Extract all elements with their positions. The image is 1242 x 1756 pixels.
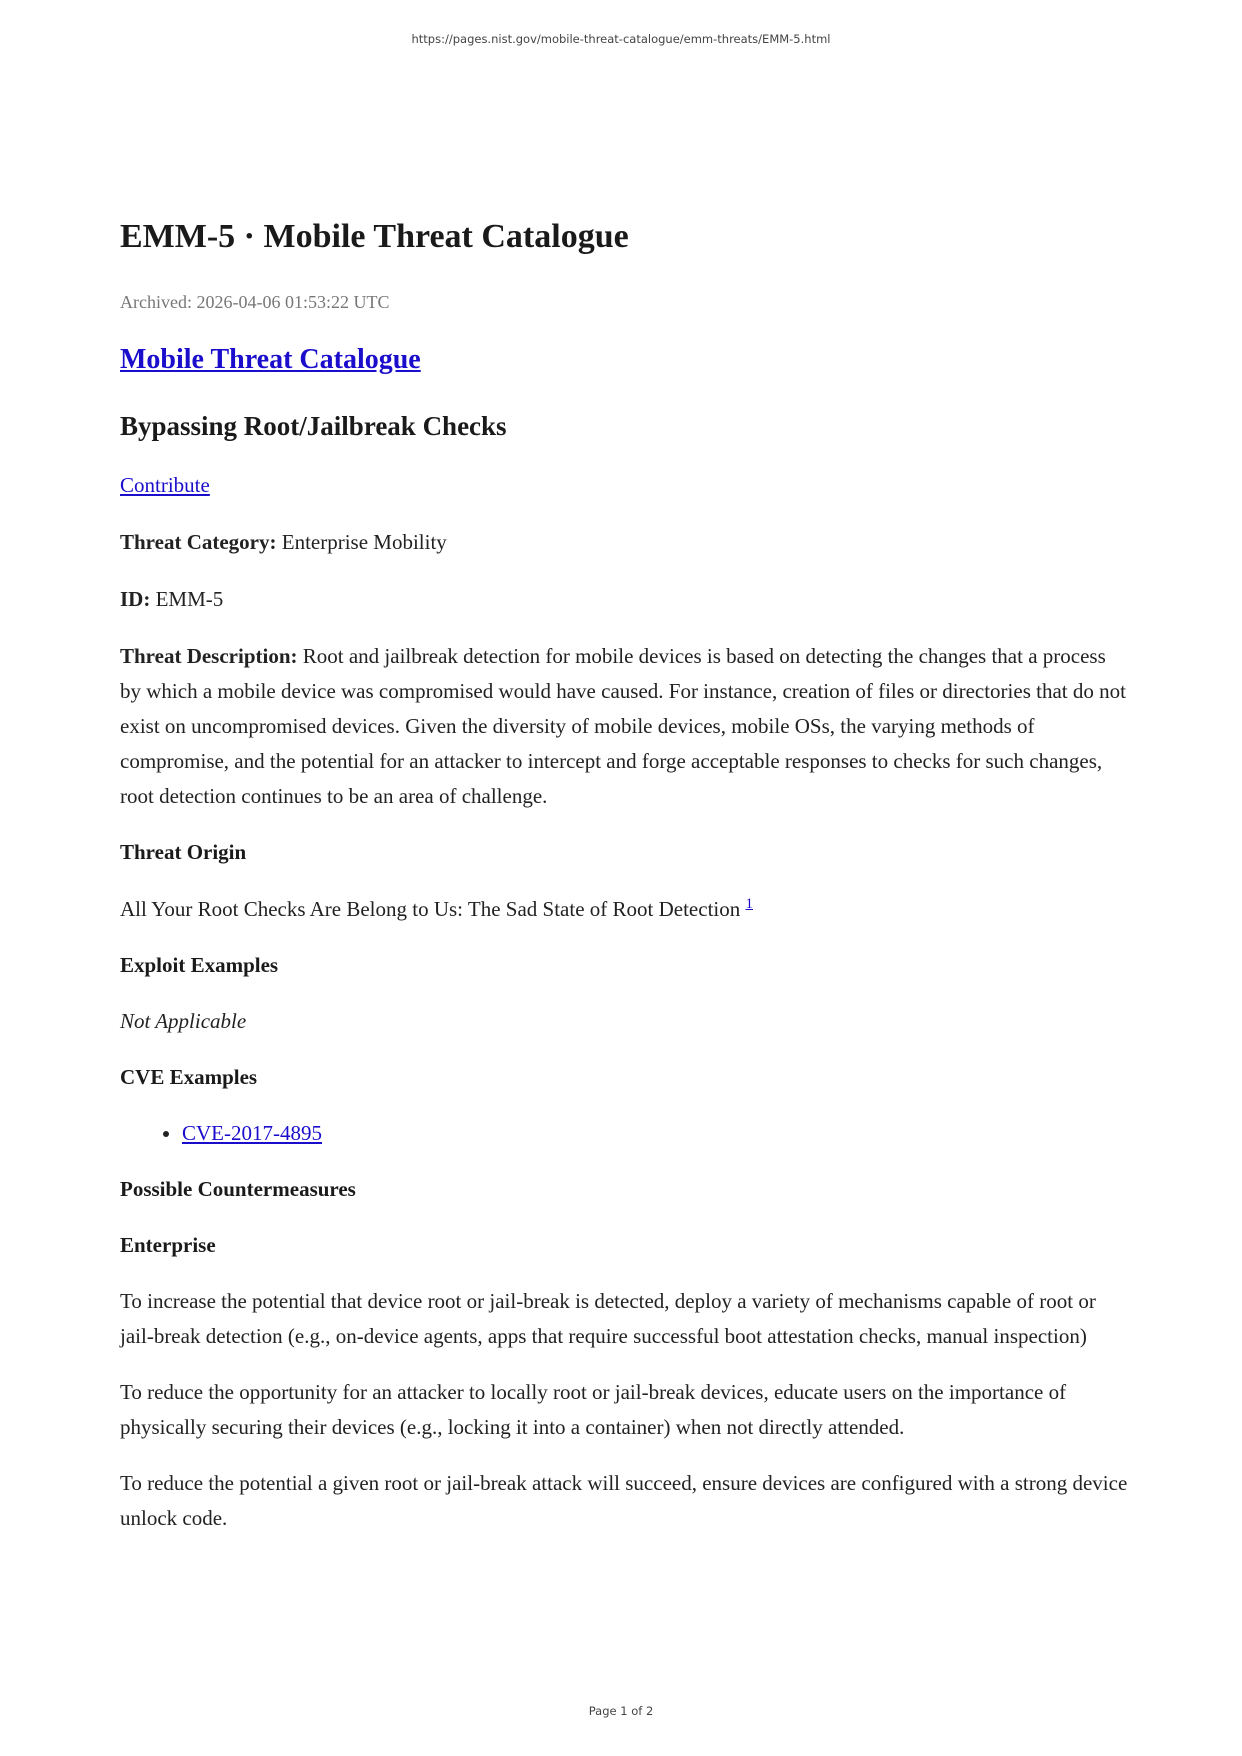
catalogue-heading — [120, 340, 1130, 380]
threat-category-value: Enterprise Mobility — [276, 530, 447, 554]
threat-origin-text: All Your Root Checks Are Belong to Us: The Sad State of Root Detection — [120, 897, 746, 921]
countermeasure-paragraph: To reduce the opportunity for an attacker to locally root or jail-break devices, educate users on the importance of physically securing their devices (e.g., locking it into a container) when not directly attended. — [120, 1380, 1067, 1439]
print-header-url: https://pages.nist.gov/mobile-threat-catalogue/emm-threats/EMM-5.html — [411, 32, 831, 46]
cve-list — [120, 1116, 1130, 1151]
countermeasure-paragraph: To reduce the potential a given root or jail-break attack will succeed, ensure devices are configured with a strong device unlock code. — [120, 1471, 1128, 1530]
threat-id-value: EMM-5 — [150, 587, 224, 611]
countermeasure-paragraph: To increase the potential that device root or jail-break is detected, deploy a variety of mechanisms capable of root or jail-break detection (e.g., on-device agents, apps that require successful boot attestation checks, manual inspection) — [120, 1289, 1096, 1348]
threat-origin — [120, 892, 1130, 927]
threat-description-text: Root and jailbreak detection for mobile devices is based on detecting the changes that a process by which a mobile device was compromised would have caused. For instance, creation of files or directories that do not exist on uncompromised devices. Given the diversity of mobile devices, mobile OSs, the varying methods of compromise, and the potential for an attacker to intercept and forge acceptable responses to checks for such changes, root detection continues to be an area of challenge. — [120, 644, 1126, 808]
threat-id — [120, 582, 1130, 617]
exploit-examples-heading: Exploit Examples — [120, 953, 279, 977]
threat-category-label: Threat Category: — [120, 530, 277, 554]
threat-id-label: ID: — [120, 587, 151, 611]
contribute-paragraph — [120, 468, 1130, 503]
footnote-ref — [746, 896, 754, 912]
page-number: Page 1 of 2 — [588, 1704, 654, 1718]
catalogue-link[interactable]: Mobile Threat Catalogue — [120, 344, 421, 375]
archived-timestamp: Archived: 2026-04-06 01:53:22 UTC — [120, 292, 390, 312]
list-item — [182, 1116, 1130, 1151]
countermeasures-heading: Possible Countermeasures — [120, 1177, 356, 1201]
cve-link[interactable]: CVE-2017-4895 — [182, 1121, 322, 1145]
page-title: EMM-5 · Mobile Threat Catalogue — [120, 218, 629, 255]
threat-description-label: Threat Description: — [120, 644, 298, 668]
exploit-examples-text: Not Applicable — [120, 1009, 247, 1033]
enterprise-heading: Enterprise — [120, 1233, 216, 1257]
threat-title: Bypassing Root/Jailbreak Checks — [120, 411, 507, 441]
footnote-link[interactable]: 1 — [745, 896, 753, 912]
contribute-link[interactable]: Contribute — [120, 473, 210, 497]
threat-description — [120, 639, 1130, 814]
threat-category — [120, 525, 1130, 560]
article — [120, 210, 1130, 1536]
cve-examples-heading: CVE Examples — [120, 1065, 258, 1089]
threat-origin-heading: Threat Origin — [120, 840, 247, 864]
